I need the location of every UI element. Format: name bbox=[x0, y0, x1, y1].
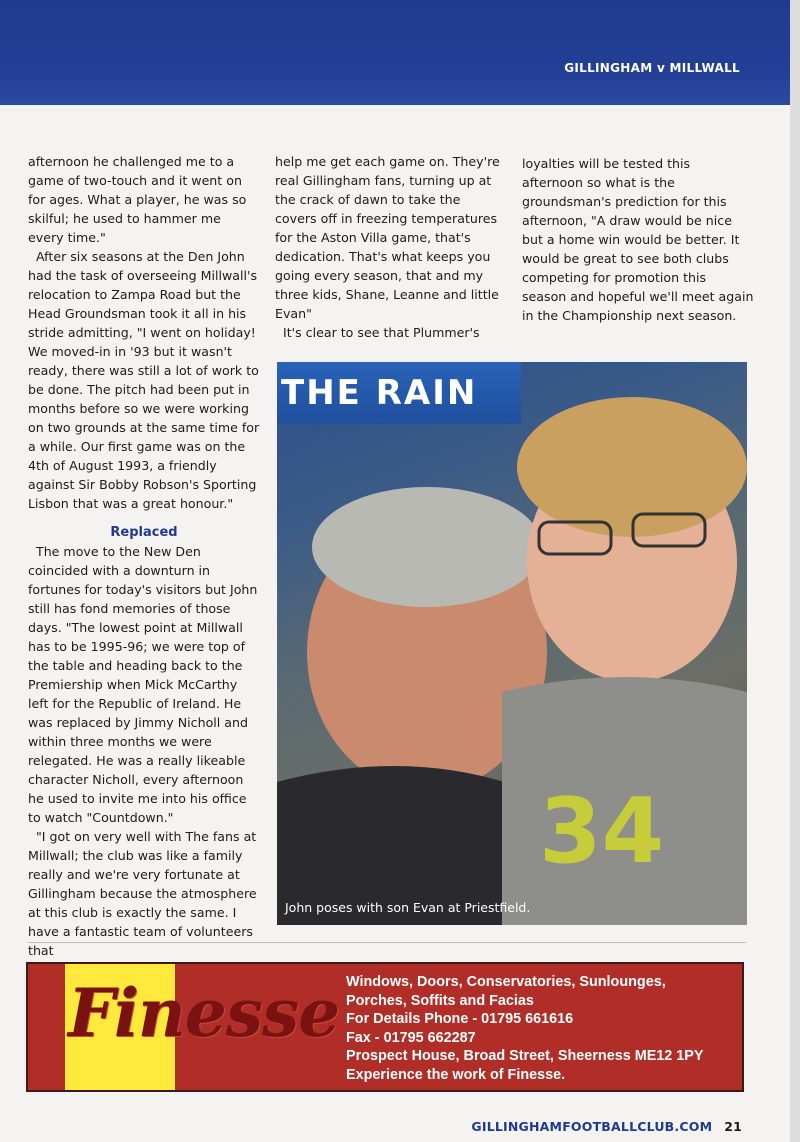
article-column-1 bbox=[28, 152, 260, 960]
subheading-replaced: Replaced bbox=[110, 525, 178, 540]
page-footer bbox=[471, 1119, 742, 1134]
article-column-2 bbox=[275, 152, 505, 342]
photo-illustration bbox=[277, 362, 747, 925]
article-photo bbox=[277, 362, 747, 925]
photo-caption: John poses with son Evan at Priestfield. bbox=[285, 900, 531, 915]
advert-line: For Details Phone - 01795 661616 bbox=[346, 1011, 574, 1027]
svg-text:34: 34 bbox=[539, 779, 665, 884]
stadium-sign: THE RAIN bbox=[277, 362, 521, 424]
page-number: 21 bbox=[724, 1119, 742, 1134]
advert-line: Prospect House, Broad Street, Sheerness ME12 1PY bbox=[346, 1048, 704, 1064]
advert-line: Experience the work of Finesse. bbox=[346, 1066, 566, 1083]
col2-paragraph-1: help me get each game on. They're real Gillingham fans, turning up at the crack of dawn to take the covers off in freezing temperatures for the Aston Villa game, that's dedication. That's what keeps you going every season, that and my three kids, Shane, Leanne and little Evan" bbox=[275, 154, 500, 321]
footer-website: GILLINGHAMFOOTBALLCLUB.COM bbox=[471, 1119, 713, 1134]
page-header-band bbox=[0, 0, 790, 105]
advert-line: Porches, Soffits and Facias bbox=[346, 992, 534, 1009]
col1-paragraph-4: "I got on very well with The fans at Millwall; the club was like a family really and we're very fortunate at Gillingham because the atmosphere at this club is exactly the same. I have a fantastic team of volunteers that bbox=[28, 829, 257, 958]
col1-paragraph-3: The move to the New Den coincided with a downturn in fortunes for today's visitors but John still has fond memories of those days. "The lowest point at Millwall has to be 1995-96; we were top of the table and heading back to the Premiership when Mick McCarthy left for the Republic of Ireland. He was replaced by Jimmy Nicholl and within three months we were relegated. He was a really likeable character Nicholl, every afternoon he used to invite me into his office to watch "Countdown." bbox=[28, 544, 258, 825]
advert-line: Windows, Doors, Conservatories, Sunlounges, bbox=[346, 974, 666, 990]
finesse-advert bbox=[26, 962, 744, 1092]
finesse-logo: Finesse bbox=[68, 974, 340, 1052]
header-title: GILLINGHAM v MILLWALL bbox=[564, 61, 740, 75]
page-edge bbox=[790, 0, 800, 1142]
article-column-3 bbox=[522, 154, 754, 325]
col1-paragraph-2: After six seasons at the Den John had the task of overseeing Millwall's relocation to Zampa Road but the Head Groundsman took it all in his stride admitting, "I went on holiday! We moved-in in '93 but it wasn't ready, there was still a lot of work to be done. The pitch had been put in months before so we were working on two grounds at the same time for a while. Our first game was on the 4th of August 1993, a friendly against Sir Bobby Robson's Sporting Lisbon that was a great honour." bbox=[28, 249, 260, 511]
advert-line: Fax - 01795 662287 bbox=[346, 1029, 476, 1046]
advert-text bbox=[346, 973, 704, 1084]
section-divider bbox=[28, 942, 746, 943]
col3-paragraph-1: loyalties will be tested this afternoon so what is the groundsman's prediction for this afternoon, "A draw would be nice but a home win would be better. It would be great to see both clubs competing for promotion this season and hopeful we'll meet again in the Championship next season. bbox=[522, 156, 754, 323]
col1-paragraph-1: afternoon he challenged me to a game of two-touch and it went on for ages. What a player, he was so skilful; he used to hammer me every time." bbox=[28, 154, 247, 245]
col2-paragraph-2: It's clear to see that Plummer's bbox=[283, 325, 480, 340]
